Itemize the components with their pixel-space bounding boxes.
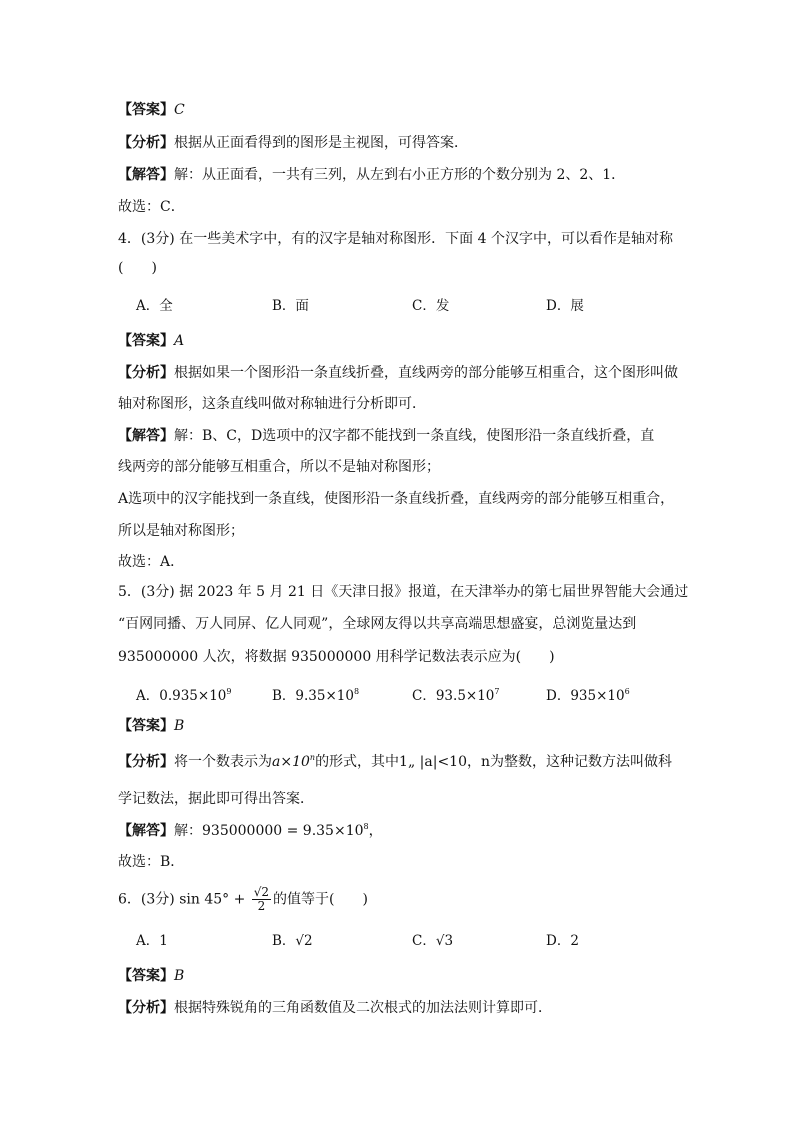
answer-tag: 【答案】 [118, 718, 174, 734]
q4-option-c [412, 296, 449, 316]
analysis-text: 根据特殊锐角的三角函数值及二次根式的加法法则计算即可． [174, 1000, 552, 1016]
q6-analysis-line [118, 998, 552, 1018]
solution-tag: 【解答】 [118, 823, 174, 839]
option-mantissa: 935×10 [570, 688, 625, 704]
answer-value: B [174, 968, 185, 984]
fraction [252, 886, 271, 913]
solution-tag: 【解答】 [118, 167, 174, 183]
option-mantissa: 93.5×10 [435, 688, 495, 704]
answer-tag: 【答案】 [118, 333, 174, 349]
option-label: C． [412, 688, 436, 704]
solution-end: ， [368, 823, 383, 839]
q5-analysis-line2: 学记数法，据此即可得出答案． [118, 791, 314, 807]
q3-analysis-line [118, 133, 468, 153]
q4-stem-line2: ( ) [118, 260, 157, 276]
q3-conclusion: 故选：C． [118, 199, 185, 215]
option-label: A． [136, 688, 160, 704]
q4-solution-line3: A选项中的汉字能找到一条直线，使图形沿一条直线折叠，直线两旁的部分能够互相重合， [118, 491, 675, 507]
analysis-form: a×10 [272, 754, 310, 770]
answer-value: C [174, 102, 185, 118]
q3-solution-line [118, 165, 625, 185]
option-label: D． [546, 688, 571, 704]
answer-value: B [174, 718, 185, 734]
q5-option-c [412, 686, 500, 706]
q6-option-c [412, 931, 453, 951]
analysis-form-exponent: n [309, 753, 316, 762]
option-label: B． [272, 688, 296, 704]
option-text: √3 [435, 933, 454, 949]
q5-option-d [546, 686, 630, 706]
q4-option-d [546, 296, 584, 316]
q5-option-b [272, 686, 359, 706]
option-label: A． [136, 298, 160, 314]
option-mantissa: 0.935×10 [159, 688, 227, 704]
answer-tag: 【答案】 [118, 102, 174, 118]
q5-solution-line [118, 821, 383, 841]
analysis-mid: 的形式，其中1„ |a|<10，n为整数，这种记数方法叫做科 [315, 754, 673, 770]
option-label: C． [412, 298, 436, 314]
option-label: C． [412, 933, 436, 949]
analysis-text: 根据从正面看得到的图形是主视图，可得答案． [174, 135, 468, 151]
option-exponent: 7 [494, 687, 500, 696]
option-label: B． [272, 298, 296, 314]
answer-tag: 【答案】 [118, 968, 174, 984]
q6-option-b [272, 931, 313, 951]
q5-stem-line1: 5．(3分) 据 2023 年 5 月 21 日《天津日报》报道，在天津举办的第七届世界智能大会通过 [118, 584, 689, 600]
q5-answer-line [118, 716, 184, 736]
q4-option-b [272, 296, 309, 316]
analysis-tag: 【分析】 [118, 1000, 174, 1016]
option-label: D． [546, 933, 571, 949]
option-text: 1 [159, 933, 168, 949]
analysis-pre: 将一个数表示为 [174, 754, 272, 770]
analysis-tag: 【分析】 [118, 365, 174, 381]
q4-analysis-line1 [118, 363, 678, 383]
analysis-tag: 【分析】 [118, 754, 174, 770]
option-label: B． [272, 933, 296, 949]
q5-analysis-line1 [118, 752, 672, 772]
option-text: 2 [570, 933, 579, 949]
fraction-denominator: 2 [257, 899, 266, 913]
q4-solution-line2: 线两旁的部分能够互相重合，所以不是轴对称图形； [118, 459, 440, 475]
q6-stem [118, 886, 368, 913]
analysis-tag: 【分析】 [118, 135, 174, 151]
q6-option-a [136, 931, 168, 951]
q3-answer-line [118, 100, 185, 120]
q5-option-a [136, 686, 231, 706]
option-label: D． [546, 298, 571, 314]
q4-solution-line4: 所以是轴对称图形； [118, 523, 244, 539]
q5-stem-line2: “百网同播、万人同屏、亿人同观”，全球网友得以共享高端思想盛宴，总浏览量达到 [118, 616, 637, 632]
q5-stem-line3: 935000000 人次，将数据 935000000 用科学记数法表示应为( ) [118, 649, 555, 665]
q4-option-a [136, 296, 173, 316]
analysis-text: 根据如果一个图形沿一条直线折叠，直线两旁的部分能够互相重合，这个图形叫做 [174, 365, 678, 381]
option-text: 展 [570, 298, 584, 314]
fraction-numerator: √2 [253, 885, 270, 899]
option-text: 面 [295, 298, 309, 314]
q6-answer-line [118, 966, 184, 986]
q6-stem-post: 的值等于( ) [273, 891, 368, 908]
option-mantissa: 9.35×10 [295, 688, 354, 704]
q4-solution-line1 [118, 426, 654, 446]
option-label: A． [136, 933, 160, 949]
solution-tag: 【解答】 [118, 428, 174, 444]
q4-answer-line [118, 331, 184, 351]
option-text: 发 [435, 298, 450, 314]
q5-conclusion: 故选：B． [118, 854, 185, 870]
option-exponent: 9 [226, 687, 232, 696]
solution-text: 解：B、C，D选项中的汉字都不能找到一条直线，使图形沿一条直线折叠，直 [174, 428, 655, 444]
option-exponent: 6 [624, 687, 630, 696]
q6-stem-pre: 6．(3分) sin 45° + [118, 891, 246, 908]
solution-text: 解：935000000 = 9.35×10 [174, 823, 364, 839]
solution-text: 解：从正面看，一共有三列，从左到右小正方形的个数分别为 2、2、1． [174, 167, 626, 183]
q6-option-d [546, 931, 579, 951]
option-exponent: 8 [353, 687, 360, 696]
q4-conclusion: 故选：A． [118, 554, 185, 570]
answer-value: A [174, 333, 185, 349]
option-text: √2 [295, 933, 313, 949]
option-text: 全 [159, 298, 173, 314]
q4-analysis-line2: 轴对称图形，这条直线叫做对称轴进行分析即可． [118, 396, 426, 412]
solution-exponent: 8 [363, 822, 369, 831]
q4-stem-line1: 4．(3分) 在一些美术字中，有的汉字是轴对称图形．下面 4 个汉字中，可以看作是轴对称 [118, 231, 673, 247]
